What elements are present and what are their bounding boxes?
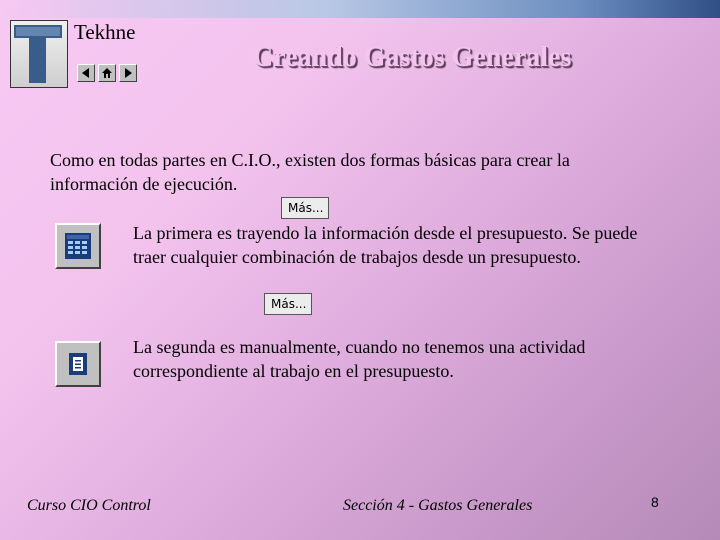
- manual-entry-button[interactable]: [55, 341, 101, 387]
- home-button[interactable]: [98, 64, 116, 82]
- next-button[interactable]: [119, 64, 137, 82]
- document-list-icon: [67, 352, 89, 376]
- footer-section: Sección 4 - Gastos Generales: [343, 497, 533, 514]
- brand-name: Tekhne: [74, 20, 136, 44]
- previous-triangle-icon: [80, 67, 92, 79]
- page-number: 8: [651, 494, 659, 510]
- previous-button[interactable]: [77, 64, 95, 82]
- intro-paragraph: Como en todas partes en C.I.O., existen dos formas básicas para crear la información de ejecución.: [50, 150, 570, 194]
- more-button-1[interactable]: Más...: [281, 197, 329, 219]
- budget-import-button[interactable]: [55, 223, 101, 269]
- option2-paragraph: La segunda es manualmente, cuando no tenemos una actividad correspondiente al trabajo en el presupuesto.: [133, 337, 586, 381]
- option1-paragraph: La primera es trayendo la información desde el presupuesto. Se puede traer cualquier combinación de trabajos desde un presupuesto.: [133, 223, 638, 267]
- home-icon: [101, 67, 113, 79]
- more-button-2[interactable]: Más...: [264, 293, 312, 315]
- top-gradient-bar: [0, 0, 720, 18]
- spreadsheet-icon: [63, 231, 93, 261]
- navigation-buttons: [77, 64, 137, 82]
- tekhne-logo: [10, 20, 68, 88]
- next-triangle-icon: [122, 67, 134, 79]
- footer-course: Curso CIO Control: [27, 497, 151, 514]
- slide-title: Creando Gastos Generales: [253, 42, 572, 73]
